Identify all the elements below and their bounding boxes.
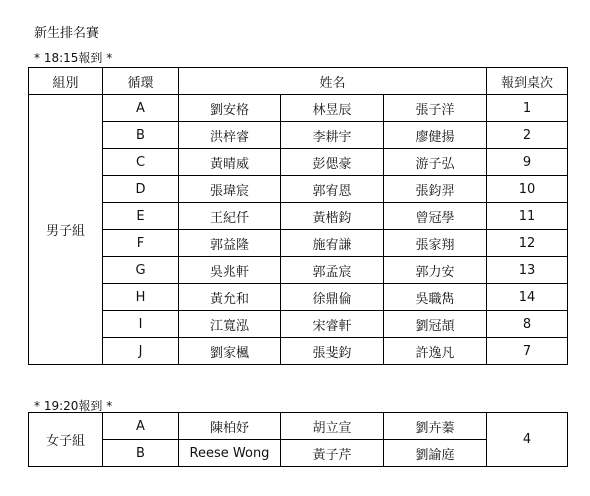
name-cell: 郭益隆 — [179, 230, 281, 257]
name-cell: 洪梓睿 — [179, 122, 281, 149]
name-cell: Reese Wong — [179, 440, 281, 467]
name-cell: 吳職雋 — [384, 284, 487, 311]
name-cell: 劉冠頡 — [384, 311, 487, 338]
name-cell: 曾冠學 — [384, 203, 487, 230]
round-cell: J — [103, 338, 179, 365]
table-row — [29, 122, 568, 149]
girls-schedule-table — [28, 412, 568, 467]
table-row — [29, 149, 568, 176]
table-row — [29, 284, 568, 311]
name-cell: 胡立宣 — [281, 413, 384, 440]
name-cell: 黃楷鈞 — [281, 203, 384, 230]
table-number-cell: 4 — [487, 413, 568, 467]
table-number-cell: 9 — [487, 149, 568, 176]
boys-time-note: * 18:15報到 * — [34, 51, 113, 65]
header-round: 循環 — [103, 68, 179, 95]
group-cell: 女子組 — [29, 413, 103, 467]
name-cell: 江寬泓 — [179, 311, 281, 338]
name-cell: 黃晴威 — [179, 149, 281, 176]
round-cell: B — [103, 122, 179, 149]
name-cell: 陳柏妤 — [179, 413, 281, 440]
table-number-cell: 1 — [487, 95, 568, 122]
round-cell: E — [103, 203, 179, 230]
name-cell: 劉家楓 — [179, 338, 281, 365]
name-cell: 郭宥恩 — [281, 176, 384, 203]
girls-time-note: * 19:20報到 * — [34, 399, 113, 413]
name-cell: 劉安格 — [179, 95, 281, 122]
table-row — [29, 257, 568, 284]
name-cell: 林昱辰 — [281, 95, 384, 122]
round-cell: H — [103, 284, 179, 311]
table-row — [29, 203, 568, 230]
table-number-cell: 12 — [487, 230, 568, 257]
round-cell: F — [103, 230, 179, 257]
round-cell: D — [103, 176, 179, 203]
round-cell: C — [103, 149, 179, 176]
name-cell: 吳兆軒 — [179, 257, 281, 284]
page-title: 新生排名賽 — [34, 26, 100, 41]
table-number-cell: 7 — [487, 338, 568, 365]
name-cell: 許逸凡 — [384, 338, 487, 365]
table-number-cell: 10 — [487, 176, 568, 203]
table-number-cell: 13 — [487, 257, 568, 284]
round-cell: A — [103, 413, 179, 440]
header-group: 組別 — [29, 68, 103, 95]
name-cell: 黃子芹 — [281, 440, 384, 467]
round-cell: I — [103, 311, 179, 338]
table-number-cell: 11 — [487, 203, 568, 230]
name-cell: 施宥謙 — [281, 230, 384, 257]
header-names: 姓名 — [179, 68, 487, 95]
name-cell: 宋睿軒 — [281, 311, 384, 338]
table-row — [29, 230, 568, 257]
table-row — [29, 311, 568, 338]
name-cell: 張瑋宸 — [179, 176, 281, 203]
table-row — [29, 95, 568, 122]
name-cell: 郭力安 — [384, 257, 487, 284]
table-number-cell: 8 — [487, 311, 568, 338]
name-cell: 劉卉蓁 — [384, 413, 487, 440]
group-cell: 男子組 — [29, 95, 103, 365]
name-cell: 廖健揚 — [384, 122, 487, 149]
name-cell: 郭孟宸 — [281, 257, 384, 284]
table-number-cell: 2 — [487, 122, 568, 149]
name-cell: 張斐鈞 — [281, 338, 384, 365]
name-cell: 李耕宇 — [281, 122, 384, 149]
table-row — [29, 338, 568, 365]
name-cell: 黃允和 — [179, 284, 281, 311]
name-cell: 張家翔 — [384, 230, 487, 257]
name-cell: 張子洋 — [384, 95, 487, 122]
table-number-cell: 14 — [487, 284, 568, 311]
name-cell: 劉諭庭 — [384, 440, 487, 467]
name-cell: 王紀仟 — [179, 203, 281, 230]
name-cell: 張鈞羿 — [384, 176, 487, 203]
name-cell: 徐鼎倫 — [281, 284, 384, 311]
table-row — [29, 176, 568, 203]
name-cell: 游子弘 — [384, 149, 487, 176]
table-header-row — [29, 68, 568, 95]
header-table: 報到桌次 — [487, 68, 568, 95]
name-cell: 彭偲豪 — [281, 149, 384, 176]
round-cell: G — [103, 257, 179, 284]
round-cell: A — [103, 95, 179, 122]
round-cell: B — [103, 440, 179, 467]
table-row — [29, 413, 568, 440]
boys-schedule-table — [28, 67, 568, 365]
